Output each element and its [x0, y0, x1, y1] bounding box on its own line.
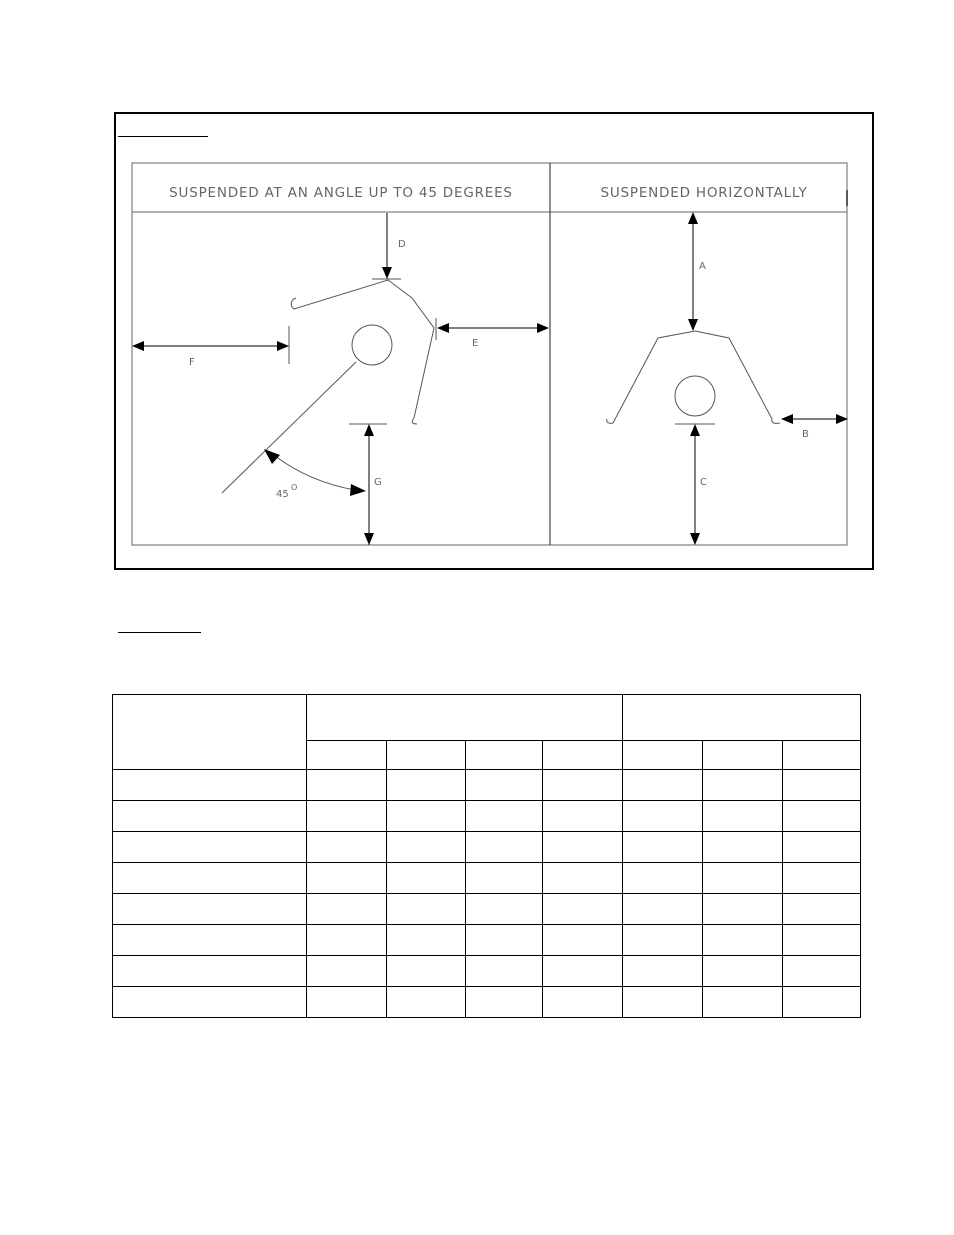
angle-arc: [275, 456, 355, 490]
label-F: F: [189, 357, 195, 368]
table-cell: [113, 832, 307, 863]
table-cell: [387, 832, 466, 863]
table-cell: [703, 770, 783, 801]
angle-reference-line: [222, 362, 356, 493]
header-group-angle: [307, 695, 623, 741]
subheader-cell: [387, 741, 466, 770]
table-cell: [543, 801, 623, 832]
left-panel-dimensions: [133, 213, 548, 545]
table-cell: [307, 925, 387, 956]
table-cell: [623, 987, 703, 1018]
label-A: A: [699, 261, 706, 272]
table-cell: [543, 925, 623, 956]
table-cell: [466, 863, 543, 894]
table-cell: [703, 801, 783, 832]
table-cell: [543, 956, 623, 987]
table-cell: [466, 832, 543, 863]
table-cell: [466, 987, 543, 1018]
table-cell: [623, 925, 703, 956]
right-panel-dimensions: [693, 213, 847, 544]
label-angle: 45: [276, 489, 289, 500]
label-D: D: [398, 239, 406, 250]
angled-hood-outline: [291, 280, 434, 424]
table-cell: [307, 863, 387, 894]
subheader-cell: [307, 741, 387, 770]
table-cell: [783, 770, 861, 801]
table-cell: [623, 770, 703, 801]
table-cell: [113, 770, 307, 801]
table-cell: [623, 801, 703, 832]
table-cell: [783, 801, 861, 832]
table-cell: [466, 801, 543, 832]
table-cell: [543, 894, 623, 925]
table-cell: [307, 987, 387, 1018]
table-cell: [783, 894, 861, 925]
right-panel-shapes: [607, 331, 780, 424]
table-cell: [623, 832, 703, 863]
table-row: [113, 894, 861, 925]
table-cell: [387, 863, 466, 894]
header-cell-item: [113, 695, 307, 770]
horizontal-pipe-circle: [675, 376, 715, 416]
table-cell: [307, 801, 387, 832]
dimension-table: [112, 694, 861, 1018]
drawing-border: [132, 163, 847, 545]
label-G: G: [374, 477, 382, 488]
table-row: [113, 925, 861, 956]
table-cell: [387, 987, 466, 1018]
table-row: [113, 832, 861, 863]
table-cell: [113, 801, 307, 832]
panel-left-title: SUSPENDED AT AN ANGLE UP TO 45 DEGREES: [169, 185, 513, 201]
table-header-row: [113, 695, 861, 741]
table-cell: [307, 770, 387, 801]
table-cell: [623, 894, 703, 925]
table-cell: [387, 801, 466, 832]
table-cell: [783, 987, 861, 1018]
subheader-cell: [623, 741, 703, 770]
horizontal-hood-outline: [607, 331, 780, 423]
header-group-horizontal: [623, 695, 861, 741]
table-cell: [703, 925, 783, 956]
subheader-cell: [783, 741, 861, 770]
table-cell: [543, 863, 623, 894]
table-row: [113, 956, 861, 987]
table-cell: [466, 894, 543, 925]
table-cell: [113, 987, 307, 1018]
table-cell: [307, 956, 387, 987]
table-cell: [623, 956, 703, 987]
table-row: [113, 863, 861, 894]
table-cell: [307, 832, 387, 863]
table-body: [113, 770, 861, 1018]
table-cell: [783, 863, 861, 894]
table-cell: [466, 770, 543, 801]
table-cell: [703, 987, 783, 1018]
table-cell: [387, 925, 466, 956]
table-cell: [387, 894, 466, 925]
table-cell: [703, 894, 783, 925]
label-degree: O: [291, 483, 298, 492]
table-row: [113, 801, 861, 832]
table-cell: [307, 894, 387, 925]
table-row: [113, 770, 861, 801]
angle-arrowhead-end: [350, 484, 366, 496]
subheader-cell: [543, 741, 623, 770]
table-cell: [387, 770, 466, 801]
angle-arrowhead-start: [264, 449, 280, 464]
table-cell: [466, 925, 543, 956]
table-cell: [783, 956, 861, 987]
table-cell: [387, 956, 466, 987]
table-cell: [543, 832, 623, 863]
table-cell: [113, 894, 307, 925]
table-row: [113, 987, 861, 1018]
table-cell: [543, 987, 623, 1018]
label-C: C: [700, 477, 707, 488]
table-cell: [466, 956, 543, 987]
table-cell: [623, 863, 703, 894]
table-cell: [703, 956, 783, 987]
table-cell: [543, 770, 623, 801]
table-cell: [113, 925, 307, 956]
table-cell: [113, 956, 307, 987]
subheader-cell: [466, 741, 543, 770]
label-B: B: [802, 429, 809, 440]
table-cell: [783, 832, 861, 863]
table-cell: [113, 863, 307, 894]
label-E: E: [472, 338, 479, 349]
subheader-cell: [703, 741, 783, 770]
table-cell: [783, 925, 861, 956]
angled-pipe-circle: [352, 325, 392, 365]
table-caption-underline: [118, 632, 201, 633]
table-cell: [703, 832, 783, 863]
panel-right-title: SUSPENDED HORIZONTALLY: [600, 185, 808, 201]
table-cell: [703, 863, 783, 894]
clearance-diagram: [0, 0, 954, 600]
left-panel-shapes: [222, 279, 436, 493]
